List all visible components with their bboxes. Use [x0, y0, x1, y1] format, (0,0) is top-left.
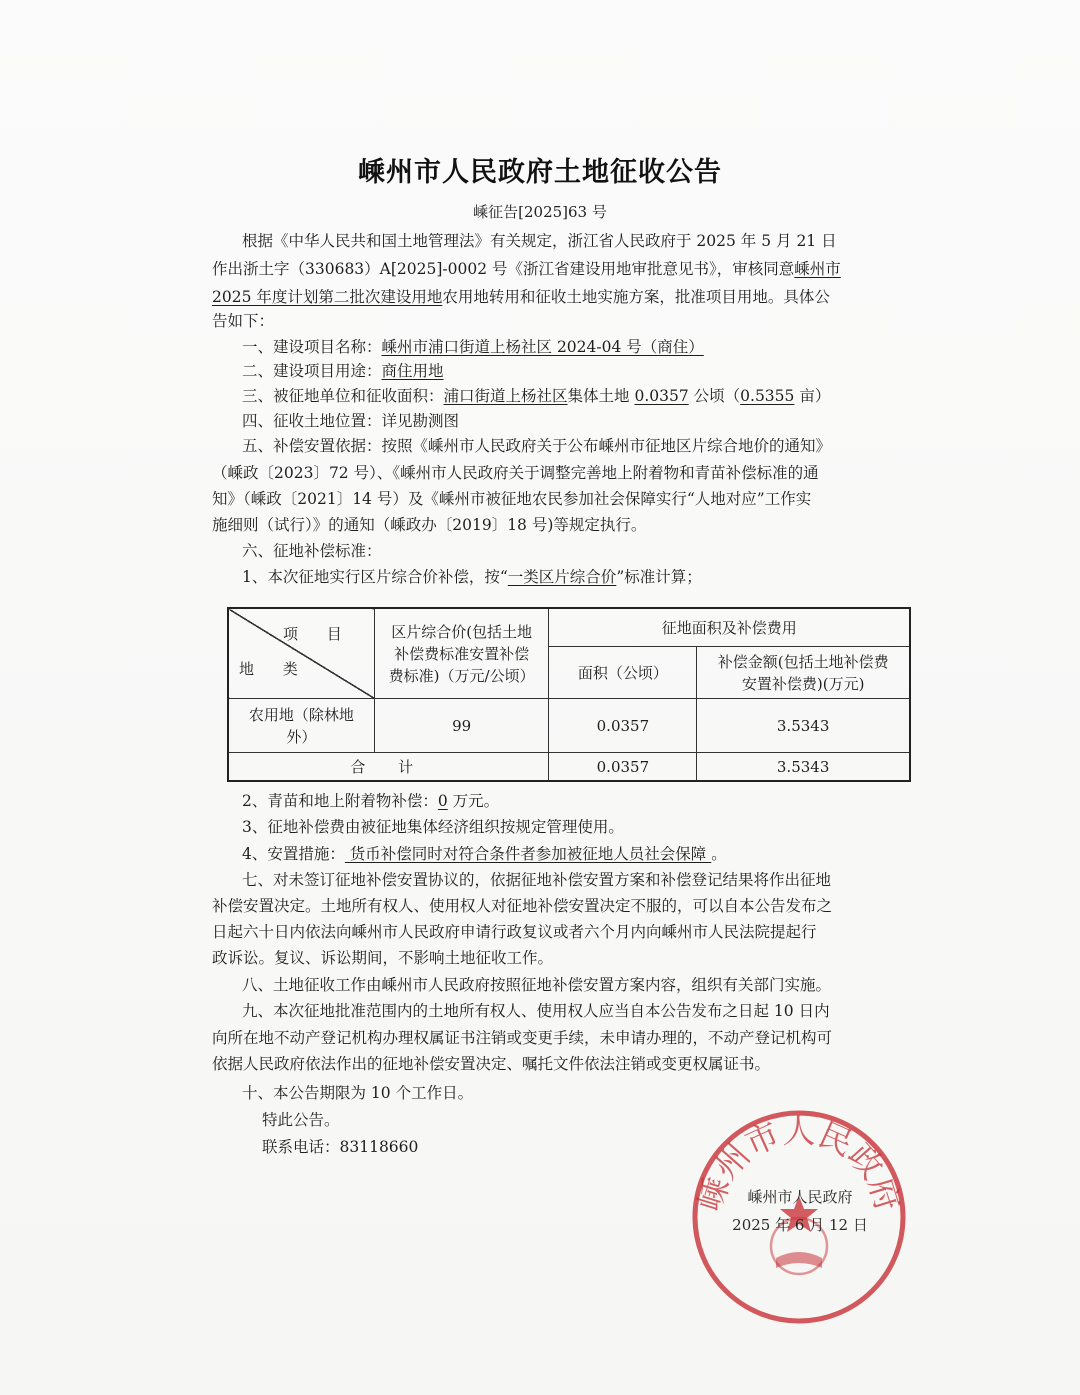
- clause-nine-1: 九、本次征地批准范围内的土地所有权人、使用权人应当自本公告发布之日起 10 日内: [242, 1002, 830, 1020]
- header-area: 面积（公顷）: [549, 647, 697, 699]
- basis-line-3: 知》（嵊政〔2021〕14 号）及《嵊州市被征地农民参加社会保障实行“人地对应”工作实: [212, 490, 812, 508]
- intro-line-2: 作出浙土字（330683）A[2025]-0002 号《浙江省建设用地审批意见书》，审核同意嵊州市: [212, 260, 841, 278]
- item-area: 三、被征地单位和征收面积：浦口街道上杨社区集体土地 0.0357 公顷（0.5355 亩）: [242, 387, 831, 405]
- total-label: 合 计: [229, 753, 549, 781]
- header-land-label: 地 类: [239, 660, 310, 678]
- clause-nine-3: 依据人民政府依法作出的征地补偿安置决定、嘱托文件依法注销或变更权属证书。: [212, 1055, 771, 1073]
- signature-org: 嵊州市人民政府: [747, 1188, 853, 1206]
- clause-seven-1: 七、对未签订征地补偿安置协议的，依据征地补偿安置方案和补偿登记结果将作出征地: [242, 871, 832, 889]
- table-corner-header: [229, 609, 375, 699]
- document-title: 嵊州市人民政府土地征收公告: [358, 157, 722, 188]
- header-group: 征地面积及补偿费用: [549, 609, 910, 647]
- intro-line-1: 根据《中华人民共和国土地管理法》有关规定，浙江省人民政府于 2025 年 5 月 21 日: [242, 232, 837, 250]
- contact-phone: 联系电话：83118660: [262, 1138, 419, 1156]
- closing-text: 特此公告。: [262, 1111, 340, 1129]
- intro-line-4: 告如下：: [212, 312, 275, 330]
- total-area: 0.0357: [549, 753, 697, 781]
- header-amount: 补偿金额(包括土地补偿费 安置补偿费)(万元): [697, 647, 910, 699]
- row-area: 0.0357: [549, 699, 697, 753]
- header-item-label: 项 目: [282, 625, 354, 643]
- item-project-name: 一、建设项目名称：嵊州市浦口街道上杨社区 2024-04 号（商住）: [242, 338, 704, 356]
- document-number: 嵊征告[2025]63 号: [473, 203, 607, 221]
- item-project-use: 二、建设项目用途：商住用地: [242, 362, 444, 380]
- item-location: 四、征收土地位置：详见勘测图: [242, 412, 460, 430]
- basis-line-2: （嵊政〔2023〕72 号）、《嵊州市人民政府关于调整完善地上附着物和青苗补偿标准的通: [212, 464, 819, 482]
- table-row: [229, 699, 910, 753]
- total-amount: 3.5343: [697, 753, 910, 781]
- intro-line-3: 2025 年度计划第二批次建设用地农用地转用和征收土地实施方案，批准项目用地。具体公: [212, 288, 830, 306]
- row-price: 99: [374, 699, 549, 753]
- header-price: 区片综合价(包括土地 补偿费标准安置补偿 费标准)（万元/公顷）: [374, 609, 549, 699]
- signature-date: 2025 年 6 月 12 日: [732, 1216, 868, 1234]
- row-amount: 3.5343: [697, 699, 910, 753]
- table-total-row: [229, 753, 910, 781]
- clause-eight: 八、土地征收工作由嵊州市人民政府按照征地补偿安置方案内容，组织有关部门实施。: [242, 976, 832, 994]
- svg-text:嵊州市人民政府: 嵊州市人民政府: [690, 1111, 908, 1216]
- compensation-table: [228, 608, 910, 781]
- basis-line-1: 五、补偿安置依据：按照《嵊州市人民政府关于公布嵊州市征地区片综合地价的通知》: [242, 437, 832, 455]
- fee-management: 3、征地补偿费由被征地集体经济组织按规定管理使用。: [242, 818, 624, 836]
- clause-seven-2: 补偿安置决定。土地所有权人、使用权人对征地补偿安置决定不服的，可以自本公告发布之: [212, 897, 833, 915]
- standard-line-1: 1、本次征地实行区片综合价补偿，按“一类区片综合价”标准计算；: [242, 568, 702, 586]
- row-land-type: 农用地（除林地 外）: [229, 699, 375, 753]
- clause-seven-3: 日起六十日内依法向嵊州市人民政府申请行政复议或者六个月内向嵊州市人民法院提起行: [212, 923, 817, 941]
- standard-heading: 六、征地补偿标准：: [242, 542, 382, 560]
- resettlement-measure: 4、安置措施： 货币补偿同时对符合条件者参加被征地人员社会保障 。: [242, 845, 727, 863]
- clause-ten: 十、本公告期限为 10 个工作日。: [242, 1084, 474, 1102]
- clause-seven-4: 政诉讼。复议、诉讼期间，不影响土地征收工作。: [212, 949, 554, 967]
- clause-nine-2: 向所在地不动产登记机构办理权属证书注销或变更手续，未申请办理的，不动产登记机构可: [212, 1029, 833, 1047]
- basis-line-4: 施细则（试行）》的通知（嵊政办〔2019〕18 号)等规定执行。: [212, 516, 647, 534]
- crop-compensation: 2、青苗和地上附着物补偿：0 万元。: [242, 792, 500, 810]
